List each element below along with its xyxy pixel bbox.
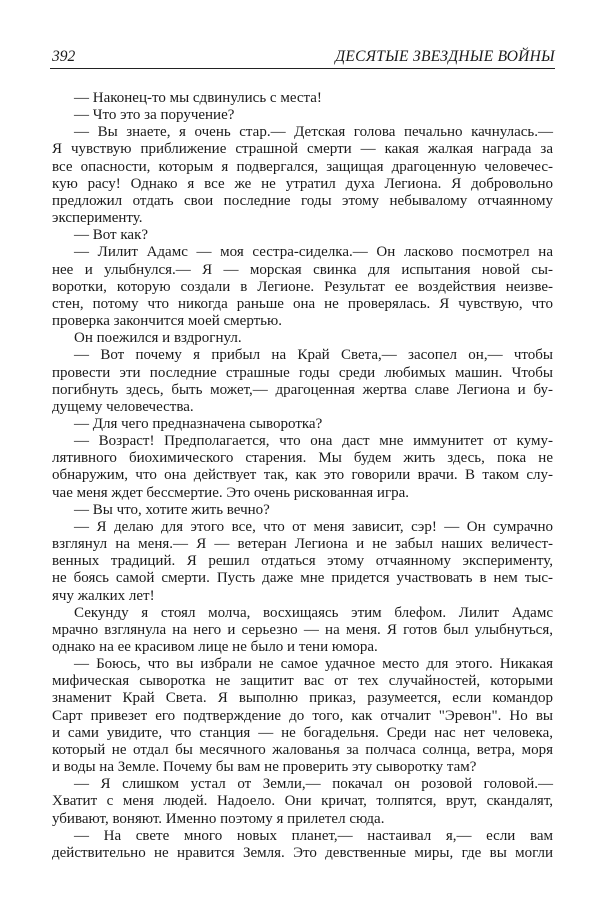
text-line: венных традиций. Я решил отдаться этому отчаянному эксперименту, xyxy=(52,553,553,570)
text-line: Секунду я стоял молча, восхищаясь этим блефом. Лилит Адамс xyxy=(74,604,553,621)
text-line: кую расу! Однако я все же не утратил духа Легиона. Я добровольно xyxy=(52,175,553,192)
text-line: действительно не нравится Земля. Это девственные миры, где вы могли xyxy=(52,844,553,861)
text-line: провести эти последние страшные годы среди любимых машин. Чтобы xyxy=(52,364,553,381)
text-line: все опасности, которым я подвергался, защищая драгоценную человечес- xyxy=(52,158,553,175)
text-line: чае меня ждет бессмертие. Это очень рискованная игра. xyxy=(52,484,410,501)
text-line: ячу жалких лет! xyxy=(52,587,155,604)
text-line: Он поежился и вздрогнул. xyxy=(74,330,242,347)
running-header xyxy=(50,46,555,69)
text-line: — Вы знаете, я очень стар.— Детская голова печально качнулась.— xyxy=(74,124,553,141)
text-line: — Вы что, хотите жить вечно? xyxy=(74,501,270,518)
text-line: Хватит с меня людей. Надоело. Они кричат, толпятся, врут, скандалят, xyxy=(52,793,553,810)
text-line: лятивного биохимического старения. Мы будем жить здесь, пока не xyxy=(52,450,553,467)
text-line: — Возраст! Предполагается, что она даст мне иммунитет от куму- xyxy=(74,433,553,450)
text-line: воротки, которую создали в Легионе. Результат ее воздействия неизве- xyxy=(52,278,553,295)
page-body-text xyxy=(52,90,553,862)
text-line: и сами увидите, что станция — не богадельня. Среди нас нет человека, xyxy=(52,724,553,741)
text-line: не боясь самой смерти. Пусть даже мне придется участвовать в нем тыс- xyxy=(52,570,553,587)
text-line: — Боюсь, что вы избрали не самое удачное место для этого. Никакая xyxy=(74,656,553,673)
text-line: дущему человечества. xyxy=(52,398,194,415)
text-line: и воды на Земле. Почему бы вам не проверить эту сыворотку там? xyxy=(52,759,477,776)
text-line: обнаружим, что она действует так, как это говорили врачи. В таком слу- xyxy=(52,467,553,484)
text-line: который не отдал бы месячного жалованья за полчаса солнца, ветра, моря xyxy=(52,741,553,758)
text-line: мифическая сыворотка не защитит вас от тех случайностей, которыми xyxy=(52,673,553,690)
text-line: стен, потому что никогда раньше она не проверялась. Я чувствую, что xyxy=(52,295,553,312)
page-number: 392 xyxy=(52,48,76,65)
text-line: проверка закончится моей смертью. xyxy=(52,313,282,330)
text-line: предложил отдать свои последние годы этому небывалому отчаянному xyxy=(52,192,553,209)
text-line: — Для чего предназначена сыворотка? xyxy=(74,415,323,432)
text-line: — Вот почему я прибыл на Край Света,— засопел он,— чтобы xyxy=(74,347,553,364)
text-line: погибнуть здесь, быть может,— драгоценная жертва славе Легиона и бу- xyxy=(52,381,553,398)
text-line: знаменит Край Света. Я выполню приказ, разумеется, если командор xyxy=(52,690,553,707)
text-line: — На свете много новых планет,— настаивал я,— если вам xyxy=(74,827,553,844)
text-line: однако на ее красивом лице не было и тени юмора. xyxy=(52,639,378,655)
text-line: — Наконец-то мы сдвинулись с места! xyxy=(74,90,322,106)
text-line: — Лилит Адамс — моя сестра-сиделка.— Он ласково посмотрел на xyxy=(74,244,553,261)
text-line: мрачно взглянула на него и серьезно — на меня. Я готов был улыбнуться, xyxy=(52,621,553,638)
text-line: — Что это за поручение? xyxy=(74,107,235,124)
text-line: Сарт привезет его подтверждение до того, как отчалит "Эревон". Но вы xyxy=(52,707,553,724)
text-line: — Вот как? xyxy=(74,227,149,244)
text-line: нее и улыбнулся.— Я — морская свинка для испытания новой сы- xyxy=(52,261,553,278)
text-line: эксперименту. xyxy=(52,210,143,227)
text-line: — Я делаю для этого все, что от меня зависит, сэр! — Он сумрачно xyxy=(74,518,553,535)
text-line: Я чувствую приближение страшной смерти — какая жалкая награда за xyxy=(52,141,553,158)
running-title: ДЕСЯТЫЕ ЗВЕЗДНЫЕ ВОЙНЫ xyxy=(335,48,555,65)
text-line: — Я слишком устал от Земли,— покачал он розовой головой.— xyxy=(74,776,553,793)
text-line: взглянул на меня.— Я — ветеран Легиона и не забыл наших величест- xyxy=(52,536,553,553)
text-line: убивают, воняют. Именно поэтому я прилетел сюда. xyxy=(52,810,385,827)
